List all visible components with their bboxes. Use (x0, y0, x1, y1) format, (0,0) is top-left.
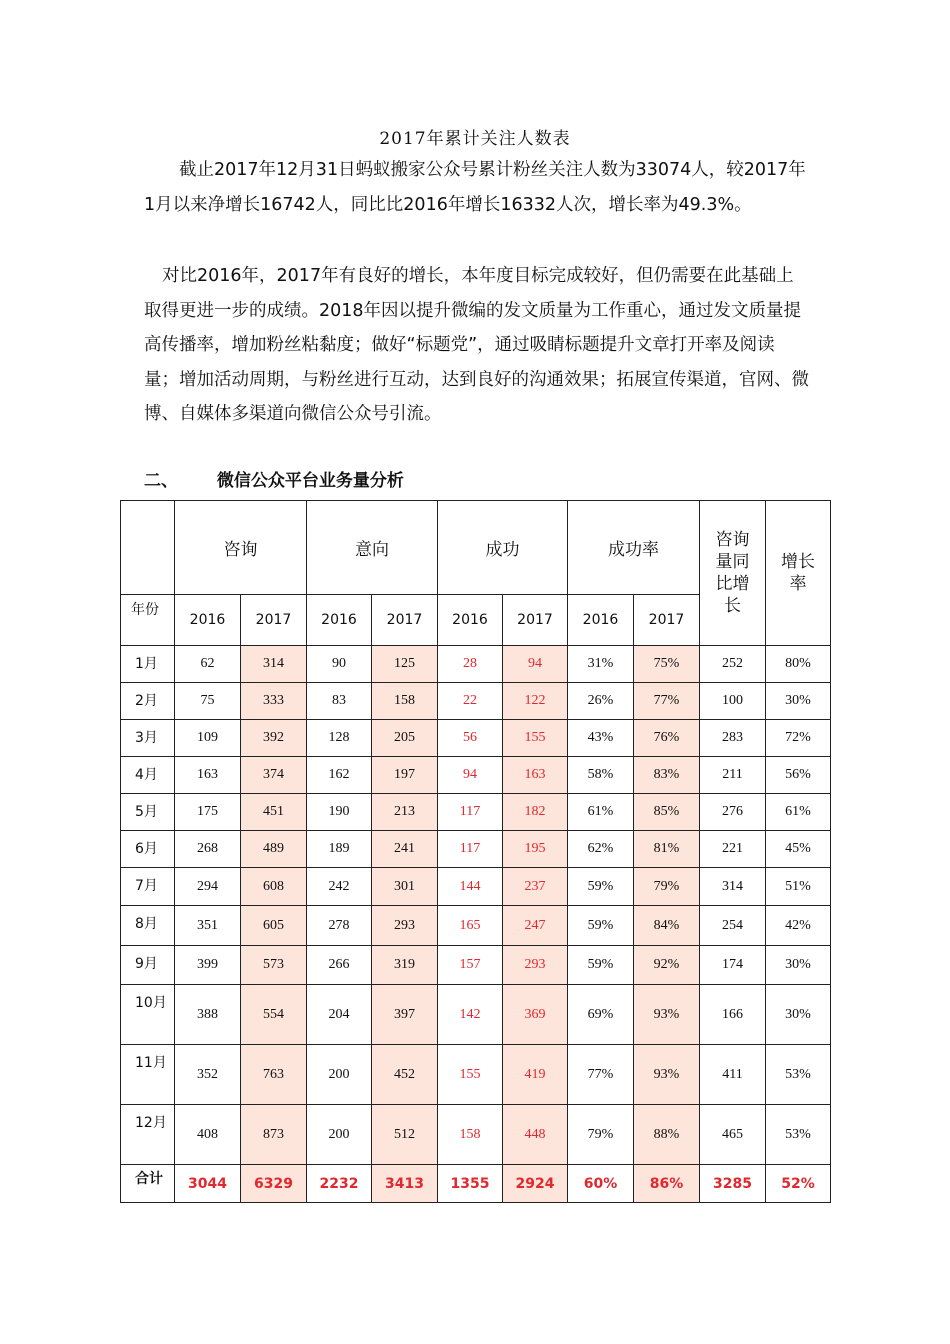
cell-success-2016: 144 (438, 868, 503, 906)
month-label: 3月 (121, 720, 175, 757)
cell-intent-2017: 241 (372, 831, 438, 868)
cell-consult-2017: 554 (241, 985, 307, 1045)
cell-intent-2016: 83 (307, 683, 372, 720)
cell-intent-2017: 319 (372, 946, 438, 985)
cell-intent-2016: 190 (307, 794, 372, 831)
cell-rate-2017: 84% (634, 906, 700, 946)
cell-success-2017: 182 (503, 794, 568, 831)
table-row (121, 720, 831, 757)
cell-rate-2017: 85% (634, 794, 700, 831)
table-row (121, 1105, 831, 1165)
cell-yoy: 100 (700, 683, 766, 720)
cell-growth: 56% (766, 757, 831, 794)
cell-success-2016: 28 (438, 646, 503, 683)
header-rate-2017: 2017 (634, 595, 700, 646)
cell-growth: 30% (766, 985, 831, 1045)
cell-rate-2017: 81% (634, 831, 700, 868)
header-intent-2017: 2017 (372, 595, 438, 646)
cell-success-2017: 155 (503, 720, 568, 757)
cell-growth: 30% (766, 683, 831, 720)
cell-rate-2016: 62% (568, 831, 634, 868)
cell-intent-2017: 512 (372, 1105, 438, 1165)
cell-rate-2017: 77% (634, 683, 700, 720)
cell-consult-2016: 62 (175, 646, 241, 683)
table-row (121, 1045, 831, 1105)
cell-yoy: 174 (700, 946, 766, 985)
section-number: 二、 (144, 471, 178, 491)
cell-rate-2017: 75% (634, 646, 700, 683)
cell-intent-2017: 452 (372, 1045, 438, 1105)
month-label: 9月 (121, 946, 175, 985)
cell-intent-2017: 301 (372, 868, 438, 906)
cell-consult-2016: 163 (175, 757, 241, 794)
cell-consult-2017: 608 (241, 868, 307, 906)
table-row (121, 646, 831, 683)
month-label: 11月 (121, 1045, 175, 1105)
cell-consult-2017: 873 (241, 1105, 307, 1165)
cell-success-2016: 157 (438, 946, 503, 985)
cell-success-2016: 22 (438, 683, 503, 720)
cell-consult-2017: 489 (241, 831, 307, 868)
cell-success-2016: 155 (438, 1045, 503, 1105)
cell-success-2016: 117 (438, 831, 503, 868)
cell-consult-2016: 408 (175, 1105, 241, 1165)
cell-growth: 53% (766, 1045, 831, 1105)
cell-rate-2016: 26% (568, 683, 634, 720)
cell-intent-2016: 204 (307, 985, 372, 1045)
cell-rate-2016: 59% (568, 868, 634, 906)
cell-consult-2017: 451 (241, 794, 307, 831)
cell-rate-2017: 83% (634, 757, 700, 794)
cell-consult-2016: 268 (175, 831, 241, 868)
cell-intent-2017: 125 (372, 646, 438, 683)
cell-intent-2016: 189 (307, 831, 372, 868)
table-row (121, 906, 831, 946)
header-success-2017: 2017 (503, 595, 568, 646)
cell-yoy: 411 (700, 1045, 766, 1105)
cell-intent-2017: 197 (372, 757, 438, 794)
cell-consult-2017: 605 (241, 906, 307, 946)
cell-consult-2016: 399 (175, 946, 241, 985)
cell-growth: 42% (766, 906, 831, 946)
total-rate-2016: 60% (568, 1165, 634, 1203)
cell-consult-2016: 351 (175, 906, 241, 946)
cell-yoy: 465 (700, 1105, 766, 1165)
total-intent-2017: 3413 (372, 1165, 438, 1203)
cell-yoy: 211 (700, 757, 766, 794)
header-yoy-text: 咨询量同比增长 (715, 530, 750, 616)
total-success-2017: 2924 (503, 1165, 568, 1203)
table-row (121, 794, 831, 831)
cell-consult-2017: 763 (241, 1045, 307, 1105)
table-row (121, 831, 831, 868)
cell-success-2016: 142 (438, 985, 503, 1045)
month-label: 6月 (121, 831, 175, 868)
total-rate-2017: 86% (634, 1165, 700, 1203)
cell-success-2016: 94 (438, 757, 503, 794)
cell-growth: 72% (766, 720, 831, 757)
cell-intent-2016: 128 (307, 720, 372, 757)
cell-consult-2017: 314 (241, 646, 307, 683)
cell-rate-2016: 69% (568, 985, 634, 1045)
month-label: 4月 (121, 757, 175, 794)
header-success-2016: 2016 (438, 595, 503, 646)
cell-rate-2017: 76% (634, 720, 700, 757)
table-row (121, 868, 831, 906)
header-year-label: 年份 (121, 595, 175, 646)
cell-intent-2017: 213 (372, 794, 438, 831)
cell-success-2017: 163 (503, 757, 568, 794)
table-header-row (121, 501, 831, 595)
document-title: 2017年累计关注人数表 (379, 129, 571, 149)
total-consult-2017: 6329 (241, 1165, 307, 1203)
cell-consult-2017: 333 (241, 683, 307, 720)
cell-intent-2016: 242 (307, 868, 372, 906)
total-consult-2016: 3044 (175, 1165, 241, 1203)
business-volume-table (120, 500, 831, 1203)
cell-rate-2016: 59% (568, 906, 634, 946)
header-growth (766, 501, 831, 646)
cell-success-2017: 369 (503, 985, 568, 1045)
total-growth: 52% (766, 1165, 831, 1203)
cell-intent-2017: 205 (372, 720, 438, 757)
cell-growth: 30% (766, 946, 831, 985)
section-heading (144, 466, 404, 491)
cell-rate-2016: 31% (568, 646, 634, 683)
total-row (121, 1165, 831, 1203)
cell-rate-2016: 59% (568, 946, 634, 985)
cell-consult-2016: 175 (175, 794, 241, 831)
cell-growth: 80% (766, 646, 831, 683)
cell-rate-2017: 88% (634, 1105, 700, 1165)
cell-yoy: 254 (700, 906, 766, 946)
cell-rate-2017: 92% (634, 946, 700, 985)
corner-cell (121, 501, 175, 595)
cell-success-2017: 247 (503, 906, 568, 946)
cell-success-2017: 94 (503, 646, 568, 683)
cell-success-2016: 117 (438, 794, 503, 831)
cell-intent-2017: 158 (372, 683, 438, 720)
month-label: 12月 (121, 1105, 175, 1165)
header-consult-2017: 2017 (241, 595, 307, 646)
header-growth-text: 增长率 (781, 552, 815, 594)
cell-rate-2017: 93% (634, 985, 700, 1045)
cell-success-2016: 165 (438, 906, 503, 946)
cell-consult-2017: 374 (241, 757, 307, 794)
header-yoy (700, 501, 766, 646)
cell-rate-2016: 43% (568, 720, 634, 757)
cell-intent-2016: 200 (307, 1045, 372, 1105)
cell-yoy: 252 (700, 646, 766, 683)
table-row (121, 946, 831, 985)
month-label: 8月 (121, 906, 175, 946)
cell-success-2017: 293 (503, 946, 568, 985)
cell-rate-2017: 93% (634, 1045, 700, 1105)
cell-consult-2016: 75 (175, 683, 241, 720)
cell-consult-2017: 573 (241, 946, 307, 985)
cell-intent-2016: 266 (307, 946, 372, 985)
table-row (121, 757, 831, 794)
cell-yoy: 221 (700, 831, 766, 868)
header-consult-2016: 2016 (175, 595, 241, 646)
cell-success-2017: 122 (503, 683, 568, 720)
cell-intent-2016: 278 (307, 906, 372, 946)
month-label: 5月 (121, 794, 175, 831)
total-intent-2016: 2232 (307, 1165, 372, 1203)
cell-consult-2016: 388 (175, 985, 241, 1045)
cell-intent-2017: 293 (372, 906, 438, 946)
cell-success-2017: 448 (503, 1105, 568, 1165)
cell-rate-2016: 77% (568, 1045, 634, 1105)
cell-consult-2017: 392 (241, 720, 307, 757)
header-rate-2016: 2016 (568, 595, 634, 646)
cell-success-2017: 419 (503, 1045, 568, 1105)
total-label: 合计 (121, 1165, 175, 1203)
month-label: 7月 (121, 868, 175, 906)
cell-intent-2016: 90 (307, 646, 372, 683)
cell-success-2017: 195 (503, 831, 568, 868)
cell-rate-2016: 61% (568, 794, 634, 831)
header-success: 成功 (438, 501, 568, 595)
cell-consult-2016: 294 (175, 868, 241, 906)
cell-yoy: 166 (700, 985, 766, 1045)
month-label: 2月 (121, 683, 175, 720)
table-row (121, 683, 831, 720)
cell-yoy: 276 (700, 794, 766, 831)
cell-consult-2016: 352 (175, 1045, 241, 1105)
total-yoy: 3285 (700, 1165, 766, 1203)
cell-yoy: 314 (700, 868, 766, 906)
cell-growth: 61% (766, 794, 831, 831)
cell-intent-2016: 200 (307, 1105, 372, 1165)
cell-growth: 53% (766, 1105, 831, 1165)
header-consult: 咨询 (175, 501, 307, 595)
cell-yoy: 283 (700, 720, 766, 757)
cell-rate-2016: 58% (568, 757, 634, 794)
table-row (121, 985, 831, 1045)
cell-success-2016: 158 (438, 1105, 503, 1165)
cell-growth: 45% (766, 831, 831, 868)
header-intent: 意向 (307, 501, 438, 595)
month-label: 1月 (121, 646, 175, 683)
cell-rate-2017: 79% (634, 868, 700, 906)
paragraph-analysis: 对比2016年，2017年有良好的增长，本年度目标完成较好，但仍需要在此基础上取得更进一步的成绩。2018年因以提升微编的发文质量为工作重心，通过发文质量提高传播率，增加粉丝粘黏度；做好“标题党”，通过吸睛标题提升文章打开率及阅读量；增加活动周期，与粉丝进行互动，达到良好的沟通效果；拓展宣传渠道，官网、微博、自媒体多渠道向微信公众号引流。 (144, 266, 809, 424)
header-intent-2016: 2016 (307, 595, 372, 646)
header-success-rate: 成功率 (568, 501, 700, 595)
cell-success-2017: 237 (503, 868, 568, 906)
cell-intent-2016: 162 (307, 757, 372, 794)
cell-success-2016: 56 (438, 720, 503, 757)
section-title: 微信公众平台业务量分析 (216, 471, 404, 491)
paragraph-summary: 截止2017年12月31日蚂蚁搬家公众号累计粉丝关注人数为33074人，较2017年1月以来净增长16742人，同比比2016年增长16332人次，增长率为49.3%。 (144, 160, 806, 215)
cell-consult-2016: 109 (175, 720, 241, 757)
cell-intent-2017: 397 (372, 985, 438, 1045)
total-success-2016: 1355 (438, 1165, 503, 1203)
cell-rate-2016: 79% (568, 1105, 634, 1165)
month-label: 10月 (121, 985, 175, 1045)
cell-growth: 51% (766, 868, 831, 906)
